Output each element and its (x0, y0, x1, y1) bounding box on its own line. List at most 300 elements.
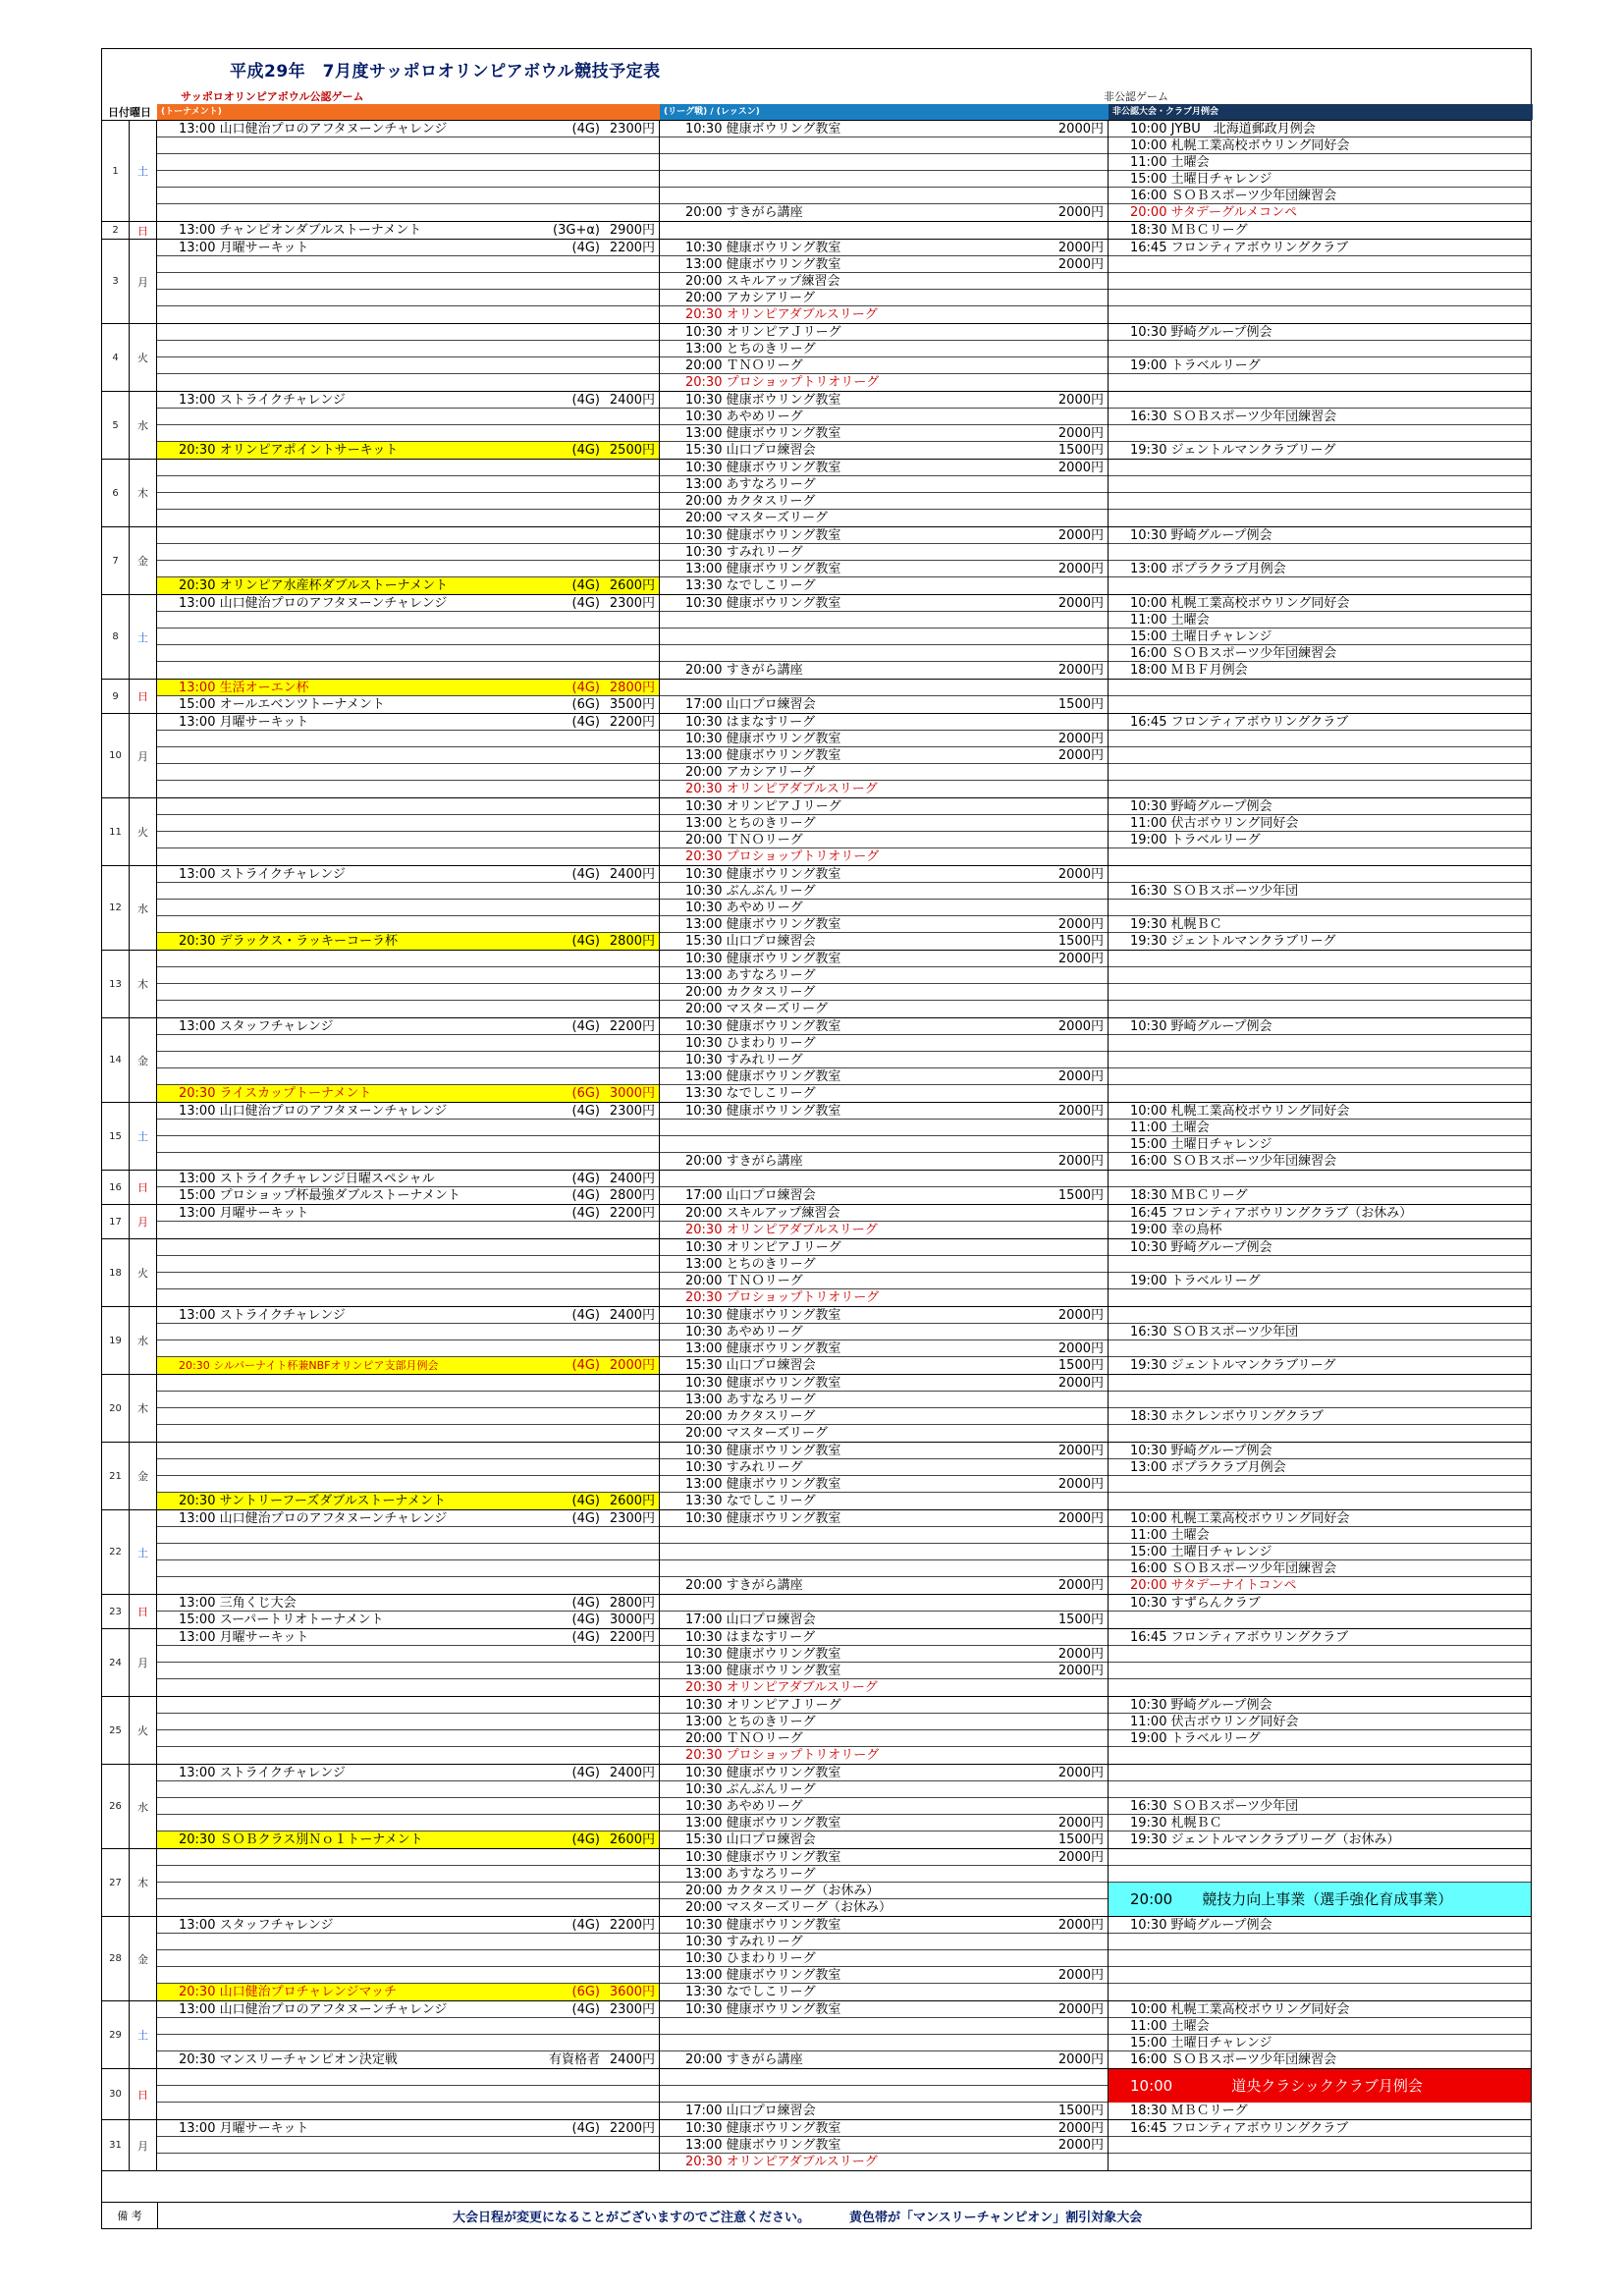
tournament-column (157, 527, 660, 594)
empty-line (157, 1375, 659, 1392)
entry-fee: 2000円 (1057, 528, 1104, 543)
empty-line (1109, 1934, 1531, 1950)
empty-line (1109, 374, 1531, 391)
empty-line (660, 1544, 1108, 1560)
schedule-entry (660, 527, 1108, 544)
empty-line (157, 1883, 659, 1899)
entry-name: 10:30 すみれリーグ (685, 1935, 803, 1949)
entry-name: 13:30 なでしこリーグ (685, 578, 816, 593)
empty-line (1109, 1340, 1531, 1357)
weekday-col-header: 曜日 (130, 106, 151, 119)
entry-name: 13:00 あすなろリーグ (685, 968, 816, 983)
schedule-entry (1109, 1697, 1531, 1714)
entry-games: (4G) (571, 2002, 600, 2017)
schedule-entry (660, 1967, 1108, 1984)
entry-name: 10:30 健康ボウリング教室 (685, 1104, 841, 1119)
schedule-entry (157, 1493, 659, 1509)
schedule-entry (157, 222, 659, 239)
schedule-entry (1109, 1018, 1531, 1035)
schedule-entry (660, 1476, 1108, 1493)
weekday: 金 (130, 527, 157, 594)
empty-line (157, 967, 659, 984)
entry-name: 16:00 ＳＯＢスポーツ少年団練習会 (1130, 1561, 1337, 1576)
schedule-entry (157, 577, 659, 594)
entry-games: 有資格者 (548, 2052, 600, 2067)
day-number: 16 (102, 1171, 130, 1204)
day-row (102, 680, 1531, 714)
empty-line (1109, 1747, 1531, 1764)
entry-name: 13:00 生活オーエン杯 (179, 681, 309, 695)
day-number: 5 (102, 392, 130, 459)
empty-line (1109, 510, 1531, 526)
entry-name: 13:00 ポプラクラブ月例会 (1130, 562, 1286, 576)
entry-name: 13:00 健康ボウリング教室 (685, 1477, 841, 1492)
day-row (102, 2001, 1531, 2069)
schedule-entry (660, 1646, 1108, 1663)
empty-line (1109, 900, 1531, 916)
entry-name: 20:00 アカシアリーグ (685, 291, 815, 305)
empty-line (157, 154, 659, 171)
tournament-column (157, 1765, 660, 1848)
empty-line (1109, 1612, 1531, 1628)
schedule-entry (660, 510, 1108, 526)
schedule-entry (660, 460, 1108, 476)
entry-name: 10:30 健康ボウリング教室 (685, 596, 841, 611)
schedule-entry (660, 425, 1108, 442)
empty-line (1109, 2154, 1531, 2170)
schedule-entry (1109, 1120, 1531, 1136)
entry-fee: 2000円 (1057, 122, 1104, 137)
league-column (660, 1443, 1109, 1509)
entry-name: 19:00 トラベルリーグ (1130, 1731, 1261, 1746)
schedule-entry (660, 1307, 1108, 1324)
entry-games: (4G) (571, 241, 600, 255)
empty-line (157, 2137, 659, 2154)
schedule-entry (1109, 645, 1531, 662)
league-column (660, 392, 1109, 459)
empty-line (157, 1866, 659, 1883)
empty-line (157, 1324, 659, 1340)
weekday: 火 (130, 1239, 157, 1306)
empty-line (157, 510, 659, 526)
entry-fee: 2300円 (609, 122, 655, 137)
schedule-entry (660, 1883, 1108, 1899)
entry-name: 11:00 土曜会 (1130, 2019, 1210, 2034)
schedule-entry (660, 357, 1108, 374)
schedule-entry (660, 1849, 1108, 1866)
schedule-grid (102, 120, 1531, 2171)
schedule-entry (157, 1612, 659, 1628)
schedule-entry (660, 1340, 1108, 1357)
entry-name: 16:00 ＳＯＢスポーツ少年団練習会 (1130, 646, 1337, 661)
entry-name: 13:00 月曜サーキット (179, 1630, 309, 1645)
entry-games: (6G) (571, 697, 600, 712)
club-column (1109, 680, 1531, 713)
entry-fee: 3600円 (609, 1985, 655, 1999)
club-event-band: 非公認大会・クラブ月例会 (1109, 104, 1533, 120)
schedule-entry (660, 392, 1108, 409)
official-games-title: サッポロオリンピアボウル公認ゲーム (181, 90, 364, 103)
schedule-entry (660, 662, 1108, 679)
entry-name: 13:30 なでしこリーグ (685, 1494, 816, 1508)
schedule-entry (1109, 1357, 1531, 1374)
schedule-entry (660, 866, 1108, 883)
weekday: 金 (130, 1018, 157, 1102)
entry-name: 13:00 ストライクチャレンジ (179, 393, 346, 408)
entry-name: 20:30 オリンピア水産杯ダブルストーナメント (179, 578, 449, 593)
entry-name: 10:30 健康ボウリング教室 (685, 2002, 841, 2017)
schedule-entry (660, 1443, 1108, 1459)
entry-games: (4G) (571, 1613, 600, 1627)
tournament-column (157, 121, 660, 221)
day-col-header: 日付 (108, 106, 130, 119)
empty-line (157, 1577, 659, 1594)
empty-line (660, 2086, 1108, 2103)
empty-line (1109, 460, 1531, 476)
entry-fee: 2200円 (609, 1019, 655, 1034)
schedule-entry (1109, 1153, 1531, 1170)
remarks-note (158, 2203, 1531, 2228)
entry-name: 13:00 健康ボウリング教室 (685, 748, 841, 763)
empty-line (1109, 290, 1531, 306)
entry-name: 13:00 ストライクチャレンジ日曜スペシャル (179, 1172, 435, 1186)
entry-fee: 2200円 (609, 1918, 655, 1933)
empty-line (1109, 1967, 1531, 1984)
day-number: 23 (102, 1595, 130, 1628)
schedule-entry (157, 1307, 659, 1324)
league-column (660, 1697, 1109, 1764)
schedule-entry (660, 1187, 1108, 1204)
day-row (102, 1307, 1531, 1375)
entry-name: 17:00 山口プロ練習会 (685, 1188, 816, 1203)
schedule-entry (1109, 1527, 1531, 1544)
schedule-entry (660, 1324, 1108, 1340)
schedule-entry (660, 2154, 1108, 2170)
schedule-entry (660, 2120, 1108, 2137)
empty-line (660, 137, 1108, 154)
empty-line (157, 1052, 659, 1068)
entry-name: 10:30 はまなすリーグ (685, 1630, 816, 1645)
club-column (1109, 240, 1531, 323)
empty-line (157, 1120, 659, 1136)
entry-fee: 2000円 (1057, 1664, 1104, 1678)
empty-line (660, 1120, 1108, 1136)
entry-fee: 1500円 (1057, 1188, 1104, 1203)
schedule-entry (1109, 832, 1531, 848)
schedule-entry (660, 1815, 1108, 1831)
weekday: 水 (130, 1765, 157, 1848)
empty-line (157, 357, 659, 374)
day-row (102, 951, 1531, 1018)
schedule-entry (660, 306, 1108, 323)
empty-line (157, 662, 659, 679)
empty-line (1109, 1171, 1531, 1187)
weekday: 土 (130, 1103, 157, 1170)
schedule-entry (157, 1187, 659, 1204)
entry-fee: 3500円 (609, 697, 655, 712)
schedule-entry (660, 1018, 1108, 1035)
entry-name: 13:00 健康ボウリング教室 (685, 2138, 841, 2153)
entry-name: 19:30 ジェントルマンクラブリーグ (1130, 443, 1336, 458)
schedule-entry (660, 1256, 1108, 1273)
empty-line (157, 2018, 659, 2035)
entry-name: 19:30 ジェントルマンクラブリーグ（お休み） (1130, 1832, 1400, 1847)
empty-line (157, 561, 659, 577)
remarks-row (102, 2202, 1531, 2228)
league-column (660, 1103, 1109, 1170)
empty-line (1109, 493, 1531, 510)
schedule-entry (1109, 883, 1531, 900)
schedule-entry (1109, 154, 1531, 171)
schedule-entry (660, 832, 1108, 848)
league-column (660, 595, 1109, 679)
entry-name: 20:00 すきがら講座 (685, 1578, 803, 1593)
schedule-entry (660, 916, 1108, 933)
schedule-entry (157, 1765, 659, 1781)
schedule-entry (660, 1798, 1108, 1815)
entry-name: 10:30 健康ボウリング教室 (685, 1918, 841, 1933)
schedule-entry (1109, 1459, 1531, 1476)
empty-line (157, 815, 659, 832)
entry-name: 10:30 健康ボウリング教室 (685, 2121, 841, 2136)
schedule-entry (660, 476, 1108, 493)
empty-line (157, 1289, 659, 1306)
empty-line (157, 1663, 659, 1679)
entry-fee: 2000円 (1057, 1308, 1104, 1323)
entry-name: 20:30 オリンピアダブルスリーグ (685, 782, 878, 796)
entry-name: 18:30 ＭＢＣリーグ (1130, 2104, 1248, 2118)
weekday: 金 (130, 1917, 157, 2000)
entry-fee: 2000円 (1057, 1104, 1104, 1119)
empty-line (660, 629, 1108, 645)
day-row (102, 2069, 1531, 2120)
entry-name: 20:30 ライスカップトーナメント (179, 1086, 372, 1101)
day-number: 30 (102, 2069, 130, 2119)
entry-fee: 2000円 (1057, 257, 1104, 272)
schedule-entry (660, 204, 1108, 221)
empty-line (157, 951, 659, 967)
empty-line (1109, 425, 1531, 442)
schedule-entry (660, 951, 1108, 967)
entry-games: (4G) (571, 1019, 600, 1034)
weekday: 月 (130, 1629, 157, 1696)
schedule-entry (660, 900, 1108, 916)
entry-fee: 2000円 (1057, 1019, 1104, 1034)
entry-name: 15:00 プロショップ杯最強ダブルストーナメント (179, 1188, 460, 1203)
empty-line (1109, 764, 1531, 781)
entry-fee: 2200円 (609, 1206, 655, 1221)
entry-name: 20:00 スキルアップ練習会 (685, 274, 840, 289)
entry-games: (4G) (571, 578, 600, 593)
entry-name: 10:30 健康ボウリング教室 (685, 1511, 841, 1526)
entry-name: 20:00 すきがら講座 (685, 663, 803, 678)
entry-name: 20:00 ＴＮＯリーグ (685, 358, 803, 373)
schedule-entry (1109, 1730, 1531, 1747)
schedule-entry (1109, 527, 1531, 544)
entry-name: 19:30 ジェントルマンクラブリーグ (1130, 1358, 1336, 1373)
day-number: 21 (102, 1443, 130, 1509)
empty-line (157, 409, 659, 425)
day-number: 15 (102, 1103, 130, 1170)
empty-line (157, 1035, 659, 1052)
tournament-column (157, 1171, 660, 1204)
day-row (102, 1103, 1531, 1171)
schedule-entry (157, 1018, 659, 1035)
entry-name: 10:00 札幌工業高校ボウリング同好会 (1130, 596, 1350, 611)
empty-line (1109, 1375, 1531, 1392)
schedule-entry (660, 544, 1108, 561)
entry-name: 20:00 すきがら講座 (685, 205, 803, 220)
empty-line (660, 612, 1108, 629)
entry-name: 13:00 山口健治プロのアフタヌーンチャレンジ (179, 2002, 448, 2017)
schedule-entry (660, 883, 1108, 900)
schedule-entry (660, 1425, 1108, 1442)
entry-fee: 1500円 (1057, 1358, 1104, 1373)
schedule-entry (660, 1679, 1108, 1696)
entry-name: 10:30 野崎グループ例会 (1130, 799, 1272, 814)
weekday: 月 (130, 2120, 157, 2170)
league-column (660, 1375, 1109, 1442)
empty-line (1109, 544, 1531, 561)
schedule-entry (1109, 1443, 1531, 1459)
empty-line (157, 629, 659, 645)
day-number: 13 (102, 951, 130, 1017)
empty-line (660, 2069, 1108, 2086)
entry-name: 13:00 月曜サーキット (179, 2121, 309, 2136)
tournament-column (157, 240, 660, 323)
day-number: 11 (102, 798, 130, 865)
empty-line (1109, 747, 1531, 764)
empty-line (157, 747, 659, 764)
schedule-entry (1109, 1714, 1531, 1730)
empty-line (157, 832, 659, 848)
entry-games: (4G) (571, 1206, 600, 1221)
empty-line (157, 1153, 659, 1170)
empty-line (157, 1425, 659, 1442)
empty-line (660, 222, 1108, 239)
empty-line (157, 1527, 659, 1544)
entry-name: 20:30 オリンピアダブルスリーグ (685, 1223, 878, 1237)
tournament-column (157, 324, 660, 391)
schedule-entry (660, 815, 1108, 832)
schedule-entry (660, 409, 1108, 425)
entry-fee: 2000円 (1057, 952, 1104, 966)
club-column (1109, 1849, 1531, 1916)
entry-fee: 2800円 (609, 1188, 655, 1203)
empty-line (1109, 848, 1531, 865)
entry-name: 20:00 サタデーナイトコンペ (1130, 1578, 1297, 1593)
club-column (1109, 714, 1531, 797)
entry-fee: 2000円 (1057, 2121, 1104, 2136)
entry-fee: 2400円 (609, 393, 655, 408)
entry-games: (4G) (571, 1918, 600, 1933)
entry-name: 20:00 カクタスリーグ (685, 985, 816, 1000)
entry-name: 13:00 三角くじ大会 (179, 1596, 297, 1611)
entry-name: 10:30 健康ボウリング教室 (685, 1850, 841, 1865)
entry-name: 20:30 シルバーナイト杯兼NBFオリンピア支部月例会 (179, 1359, 439, 1372)
schedule-entry (660, 1375, 1108, 1392)
entry-name: 15:30 山口プロ練習会 (685, 1358, 816, 1373)
schedule-entry (660, 290, 1108, 306)
schedule-entry (660, 933, 1108, 950)
weekday: 木 (130, 1849, 157, 1916)
tournament-column (157, 714, 660, 797)
empty-line (1109, 1476, 1531, 1493)
weekday: 土 (130, 595, 157, 679)
empty-line (157, 764, 659, 781)
entry-name: 13:30 なでしこリーグ (685, 1985, 816, 1999)
club-column (1109, 1443, 1531, 1509)
schedule-entry (660, 2051, 1108, 2068)
schedule-entry (1109, 595, 1531, 612)
empty-line (1109, 1289, 1531, 1306)
tournament-column (157, 1375, 660, 1442)
empty-line (157, 612, 659, 629)
schedule-entry (1109, 798, 1531, 815)
tournament-band: (トーナメント) (157, 104, 660, 120)
entry-name: 20:30 ＳＯＢクラス別Ｎｏ１トーナメント (179, 1832, 423, 1847)
entry-name: 20:00 カクタスリーグ (685, 1409, 816, 1424)
entry-name: 20:00 ＴＮＯリーグ (685, 833, 803, 847)
entry-name: 13:00 スタッフチャレンジ (179, 1918, 334, 1933)
schedule-entry (660, 2137, 1108, 2154)
entry-name: 16:45 フロンティアボウリングクラブ（お休み） (1130, 1206, 1413, 1221)
entry-name: 18:00 ＭＢＦ月例会 (1130, 663, 1248, 678)
weekday: 土 (130, 1510, 157, 1594)
weekday: 水 (130, 392, 157, 459)
schedule-entry (1109, 1595, 1531, 1612)
empty-line (1109, 951, 1531, 967)
club-column (1109, 1510, 1531, 1594)
entry-name: 10:30 あやめリーグ (685, 901, 803, 915)
day-row (102, 1239, 1531, 1307)
entry-games: (4G) (571, 393, 600, 408)
league-column (660, 798, 1109, 865)
entry-games: (4G) (571, 1832, 600, 1847)
schedule-entry (157, 1984, 659, 2000)
empty-line (1109, 1781, 1531, 1798)
schedule-entry (1109, 1136, 1531, 1153)
entry-name: 13:00 山口健治プロのアフタヌーンチャレンジ (179, 122, 448, 137)
schedule-entry (1109, 1222, 1531, 1238)
entry-name: 19:30 札幌ＢＣ (1130, 917, 1222, 932)
entry-fee: 2000円 (1057, 1968, 1104, 1983)
day-row (102, 1205, 1531, 1239)
empty-line (157, 527, 659, 544)
weekday: 木 (130, 951, 157, 1017)
entry-fee: 2000円 (1057, 1341, 1104, 1356)
entry-name: 16:00 ＳＯＢスポーツ少年団練習会 (1130, 2052, 1337, 2067)
schedule-entry (157, 1357, 659, 1374)
empty-line (660, 680, 1108, 696)
schedule-entry (660, 1899, 1108, 1916)
entry-name: 20:00 ＴＮＯリーグ (685, 1274, 803, 1288)
club-column (1109, 1018, 1531, 1102)
day-row (102, 1443, 1531, 1510)
weekday: 日 (130, 222, 157, 239)
entry-fee: 2600円 (609, 1832, 655, 1847)
schedule-entry (660, 1747, 1108, 1764)
league-column (660, 240, 1109, 323)
schedule-entry (1109, 1577, 1531, 1594)
page-title: 平成29年 7月度サッポロオリンピアボウル競技予定表 (230, 62, 661, 82)
empty-line (660, 2035, 1108, 2051)
entry-name: 16:45 フロンティアボウリングクラブ (1130, 2121, 1349, 2136)
entry-games: (4G) (571, 443, 600, 458)
entry-games: (4G) (571, 681, 600, 695)
empty-line (157, 1443, 659, 1459)
empty-line (157, 645, 659, 662)
